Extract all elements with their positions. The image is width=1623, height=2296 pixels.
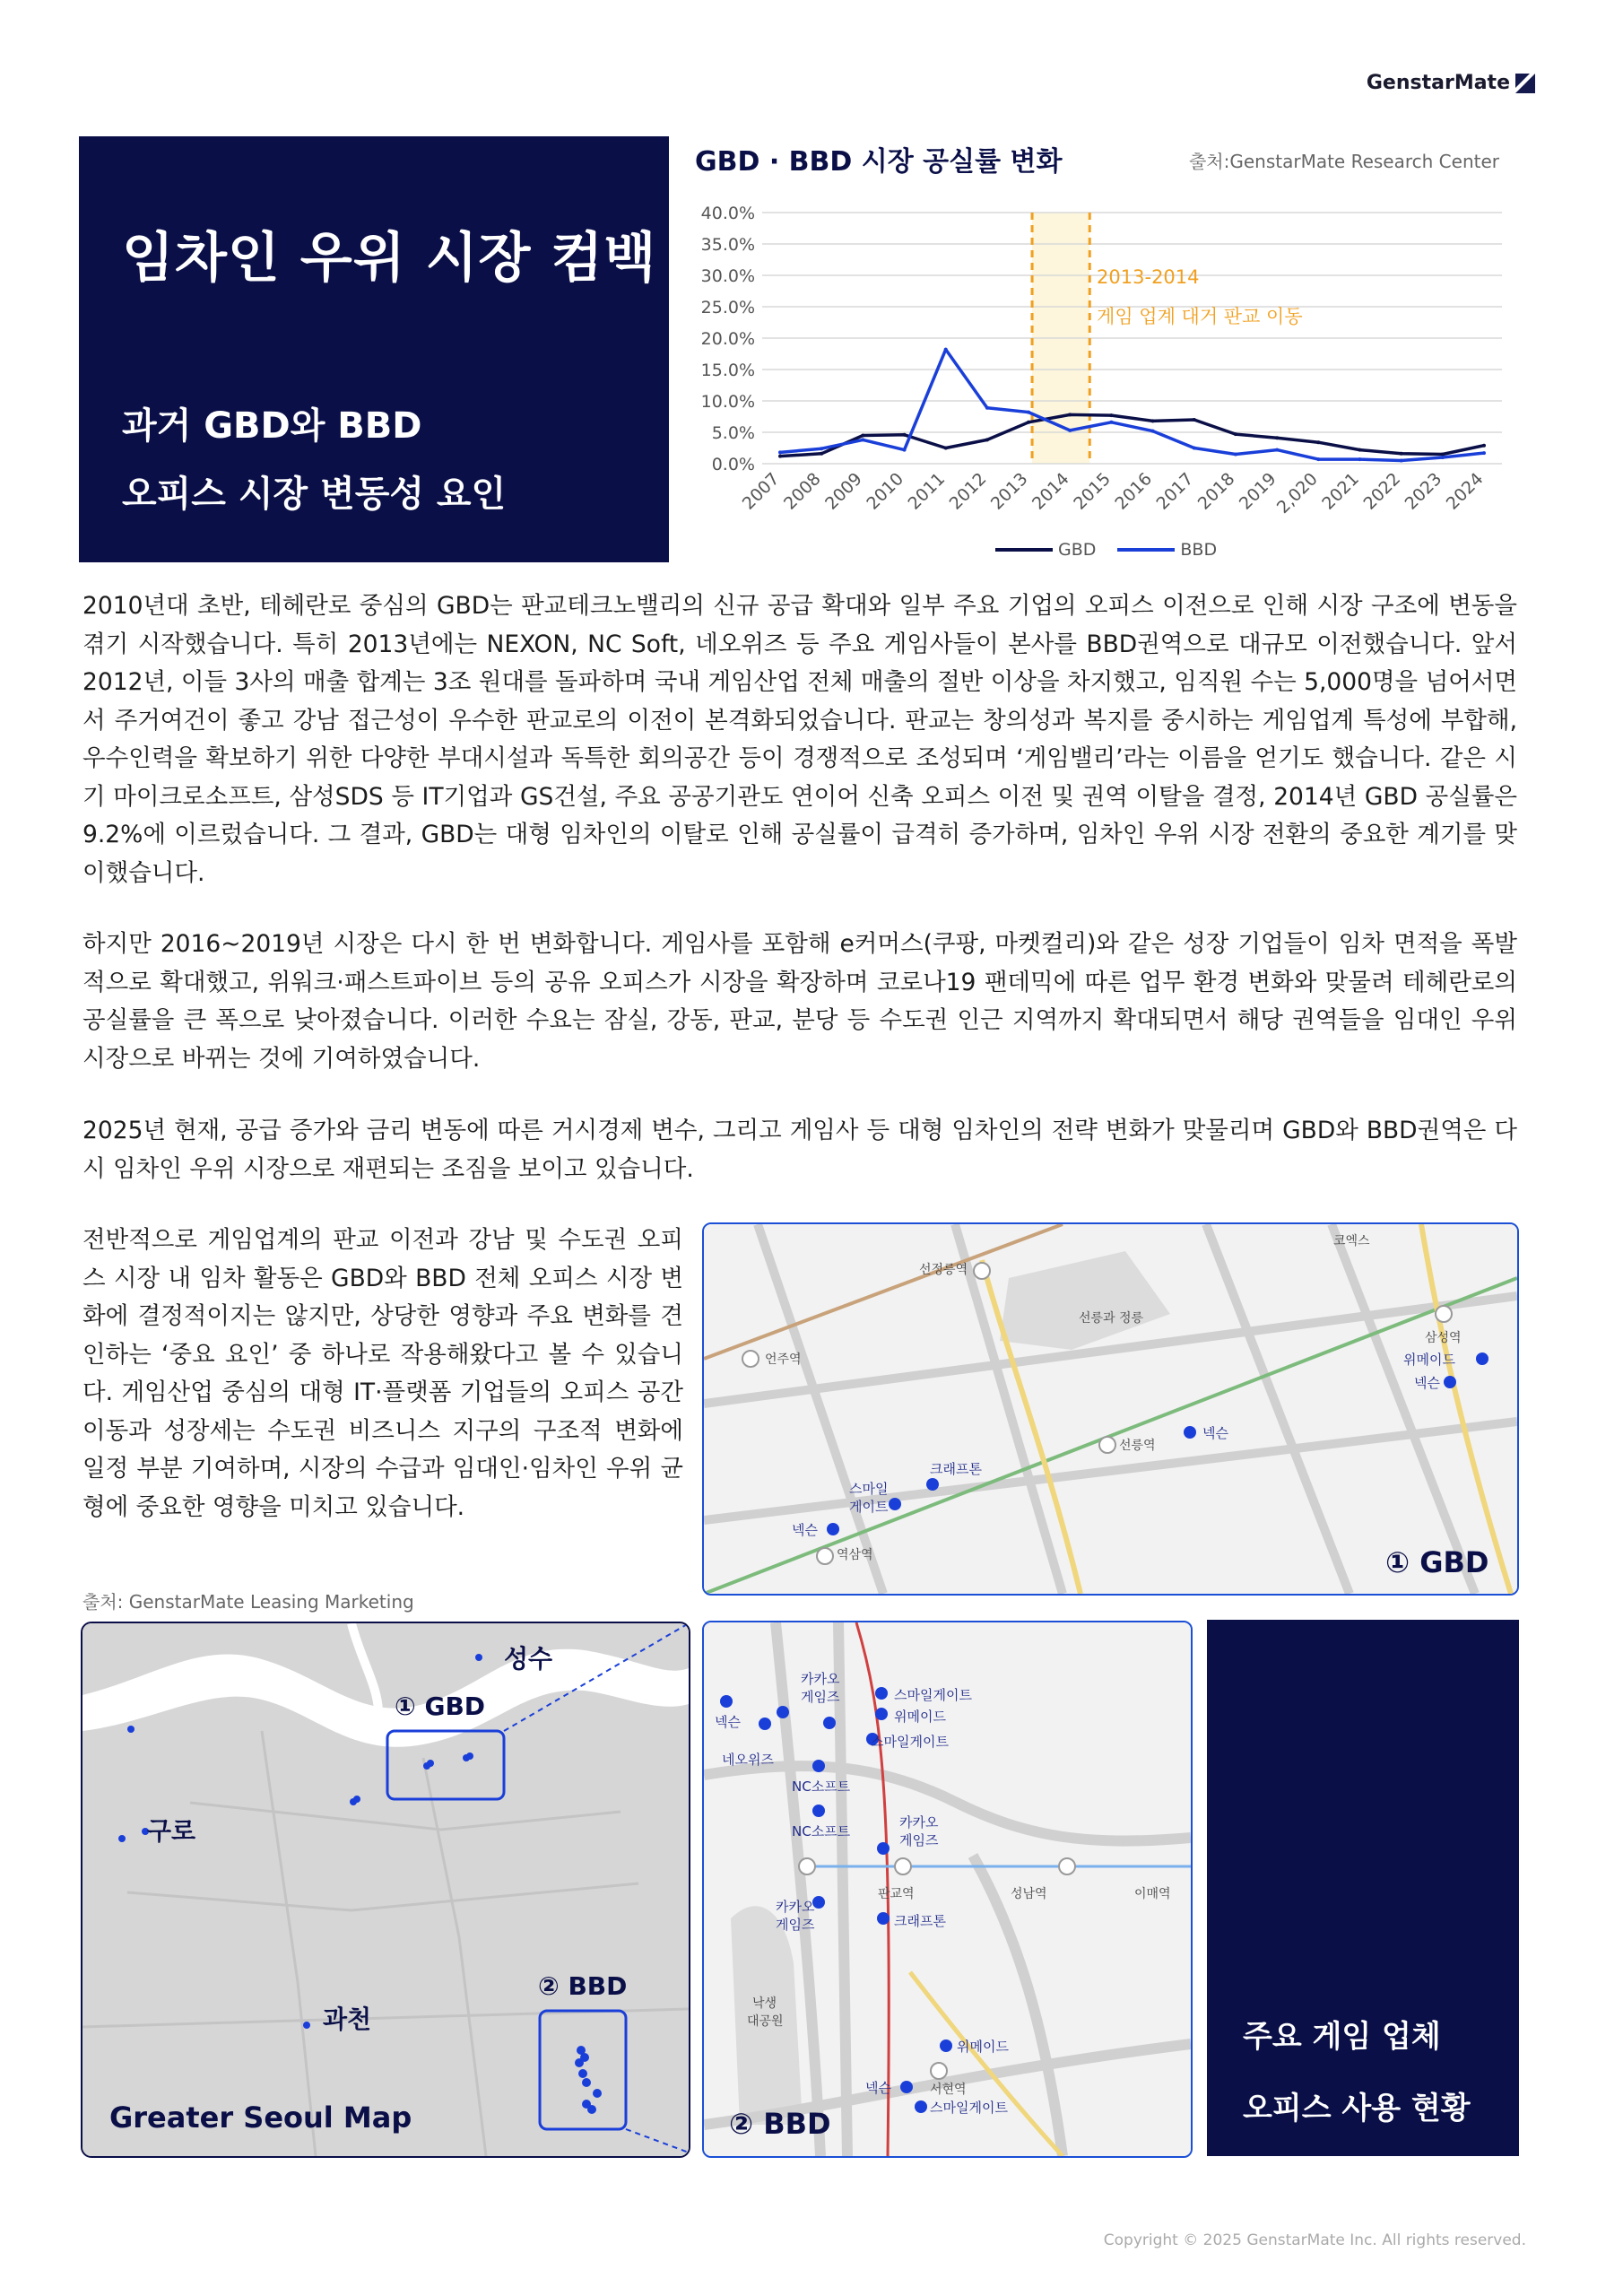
data-point-bbd bbox=[1027, 411, 1030, 414]
series-line-gbd bbox=[780, 414, 1484, 456]
bbd-company-kakao-2-line1: 카카오 bbox=[899, 1814, 939, 1831]
data-point-gbd bbox=[1234, 432, 1237, 436]
hero-title: 임차인 우위 시장 컴백 bbox=[122, 227, 657, 290]
bbd-company-smilegate-2: 스마일게이트 bbox=[871, 1734, 949, 1750]
gbd-company-nexon-3: 넥슨 bbox=[1414, 1375, 1440, 1391]
x-tick-label: 2017 bbox=[1152, 468, 1198, 514]
x-tick-label: 2013 bbox=[986, 468, 1032, 514]
gbd-map-graphic bbox=[704, 1224, 1517, 1594]
data-point-gbd bbox=[1068, 413, 1072, 416]
data-point-bbd bbox=[985, 406, 989, 410]
dark-box-line1: 주요 게임 업체 bbox=[1243, 2019, 1441, 2055]
dark-box-text bbox=[1243, 2001, 1471, 2144]
x-tick-label: 2023 bbox=[1401, 468, 1446, 514]
y-tick-label: 10.0% bbox=[700, 392, 755, 412]
y-tick-label: 20.0% bbox=[700, 329, 755, 349]
data-point-gbd bbox=[1109, 413, 1113, 417]
hero-banner bbox=[79, 136, 669, 562]
x-tick-label: 2016 bbox=[1111, 468, 1157, 514]
x-tick-label: 2011 bbox=[904, 468, 950, 514]
legend-label-gbd: GBD bbox=[1058, 540, 1097, 560]
bbd-company-nexon-2: 넥슨 bbox=[865, 2080, 891, 2096]
data-point-bbd bbox=[1316, 457, 1320, 461]
bbd-station-seongnam: 성남역 bbox=[1011, 1887, 1047, 1901]
gbd-station-seolleung: 선릉역 bbox=[1119, 1439, 1156, 1453]
x-tick-label: 2018 bbox=[1193, 468, 1239, 514]
x-tick-label: 2022 bbox=[1359, 468, 1405, 514]
bbd-park-line2: 대공원 bbox=[747, 2014, 784, 2029]
data-point-bbd bbox=[1068, 429, 1072, 432]
gbd-station-seonjeongneung: 선정릉역 bbox=[919, 1263, 968, 1277]
gbd-place-coex: 코엑스 bbox=[1333, 1234, 1370, 1248]
game-company-office-box bbox=[1207, 1620, 1519, 2156]
seoul-map-graphic bbox=[82, 1623, 689, 2156]
bbd-company-nexon: 넥슨 bbox=[715, 1714, 741, 1730]
legend-swatch-bbd bbox=[1117, 548, 1175, 552]
bbd-company-wemade: 위메이드 bbox=[894, 1709, 946, 1725]
data-point-gbd bbox=[1275, 436, 1279, 439]
gbd-company-nexon-2: 넥슨 bbox=[1202, 1425, 1228, 1441]
bbd-company-smilegate-1: 스마일게이트 bbox=[894, 1687, 972, 1703]
data-point-bbd bbox=[903, 448, 907, 452]
chart-source: 출처:GenstarMate Research Center bbox=[1188, 151, 1499, 172]
data-point-bbd bbox=[778, 450, 782, 454]
x-tick-label: 2024 bbox=[1442, 468, 1488, 514]
x-tick-label: 2015 bbox=[1070, 468, 1115, 514]
y-tick-label: 35.0% bbox=[700, 235, 755, 255]
data-point-gbd bbox=[820, 452, 823, 456]
chart-title: GBD · BBD 시장 공실률 변화 bbox=[695, 146, 1063, 178]
seoul-label-gwacheon: 과천 bbox=[323, 2005, 372, 2034]
x-tick-label: 2007 bbox=[738, 468, 784, 514]
gbd-company-wemade: 위메이드 bbox=[1403, 1352, 1455, 1368]
vacancy-rate-chart bbox=[681, 193, 1515, 534]
x-tick-label: 2010 bbox=[863, 468, 908, 514]
brand-mark-icon bbox=[1515, 74, 1535, 93]
seoul-label-gbd: ① GBD bbox=[395, 1692, 486, 1721]
data-point-gbd bbox=[944, 447, 948, 450]
gbd-company-smilegate-line2: 게이트 bbox=[849, 1499, 889, 1515]
bbd-company-krafton: 크래프톤 bbox=[894, 1913, 946, 1929]
legend-swatch-gbd bbox=[995, 548, 1053, 552]
x-tick-label: 2012 bbox=[945, 468, 991, 514]
data-point-bbd bbox=[1193, 447, 1196, 450]
x-tick-label: 2,020 bbox=[1272, 468, 1322, 518]
gbd-map bbox=[702, 1222, 1519, 1596]
copyright: Copyright © 2025 GenstarMate Inc. All rights reserved. bbox=[1103, 2231, 1526, 2249]
data-point-gbd bbox=[1358, 448, 1361, 452]
bbd-company-kakao-1-line2: 게임즈 bbox=[801, 1689, 840, 1705]
paragraph-3: 2025년 현재, 공급 증가와 금리 변동에 따른 거시경제 변수, 그리고 게임사 등 대형 임차인의 전략 변화가 맞물리며 GBD와 BBD권역은 다시 임차인 우위 시장으로 재편되는 조짐을 보이고 있습니다. bbox=[82, 1117, 1517, 1183]
x-tick-label: 2009 bbox=[821, 468, 866, 514]
seoul-label-bbd: ② BBD bbox=[538, 1971, 628, 2001]
chart-legend bbox=[995, 540, 1217, 560]
data-point-gbd bbox=[1316, 440, 1320, 444]
seoul-label-seongsu: 성수 bbox=[504, 1644, 553, 1674]
gbd-station-yeoksam: 역삼역 bbox=[837, 1548, 873, 1562]
y-tick-label: 25.0% bbox=[700, 298, 755, 317]
y-tick-label: 40.0% bbox=[700, 204, 755, 223]
data-point-bbd bbox=[1358, 457, 1361, 461]
gbd-company-smilegate-line1: 스마일 bbox=[849, 1481, 889, 1497]
gbd-station-eonju: 언주역 bbox=[765, 1352, 802, 1367]
data-point-bbd bbox=[1441, 456, 1445, 459]
paragraph-2: 하지만 2016~2019년 시장은 다시 한 번 변화합니다. 게임사를 포함해 e커머스(쿠팡, 마켓컬리)와 같은 성장 기업들이 임차 면적을 폭발적으로 확대했고, 위워크·패스트파이브 등의 공유 오피스가 시장을 확장하며 코로나19 팬데믹에 따른 업무 환경 변화와 맞물려 테헤란로의 공실률을 큰 폭으로 낮아졌습니다. 이러한 수요는 잠실, 강동, 판교, 분당 등 수도권 인근 지역까지 확대되면서 해당 권역들을 임대인 우위 시장으로 바뀌는 것에 기여하였습니다. bbox=[82, 930, 1517, 1073]
data-point-gbd bbox=[903, 433, 907, 437]
data-point-gbd bbox=[1441, 453, 1445, 457]
gbd-company-krafton: 크래프톤 bbox=[930, 1461, 982, 1477]
legend-label-bbd: BBD bbox=[1180, 540, 1218, 560]
gbd-station-samseong: 삼성역 bbox=[1425, 1331, 1462, 1345]
hero-subtitle bbox=[122, 392, 506, 528]
gbd-company-nexon-1: 넥슨 bbox=[792, 1522, 818, 1538]
brand-name: GenstarMate bbox=[1366, 72, 1510, 94]
x-tick-label: 2019 bbox=[1235, 468, 1280, 514]
data-point-bbd bbox=[1275, 448, 1279, 452]
bbd-station-imae: 이매역 bbox=[1134, 1887, 1171, 1901]
hero-subtitle-line2: 오피스 시장 변동성 요인 bbox=[122, 474, 507, 515]
bbd-company-wemade-2: 위메이드 bbox=[957, 2039, 1009, 2055]
gbd-map-title: ① GBD bbox=[1385, 1545, 1489, 1579]
gbd-place-royal-tombs: 선릉과 정릉 bbox=[1079, 1311, 1144, 1326]
data-point-bbd bbox=[1109, 421, 1113, 424]
data-point-bbd bbox=[944, 348, 948, 352]
data-point-gbd bbox=[1151, 419, 1155, 422]
data-point-gbd bbox=[1482, 444, 1486, 448]
highlight-label-year: 2013-2014 bbox=[1097, 266, 1200, 288]
seoul-map-title: Greater Seoul Map bbox=[109, 2100, 412, 2135]
legend-item-bbd bbox=[1117, 540, 1217, 560]
seoul-label-guro: 구로 bbox=[147, 1816, 196, 1846]
bbd-station-seohyeon: 서현역 bbox=[930, 2083, 967, 2097]
bbd-company-smilegate-3: 스마일게이트 bbox=[930, 2100, 1008, 2116]
x-tick-label: 2008 bbox=[779, 468, 825, 514]
data-point-gbd bbox=[861, 434, 864, 438]
highlight-label-text: 게임 업계 대거 판교 이동 bbox=[1097, 306, 1303, 327]
legend-item-gbd bbox=[995, 540, 1096, 560]
data-point-bbd bbox=[820, 447, 823, 450]
bbd-company-kakao-2-line2: 게임즈 bbox=[899, 1832, 939, 1848]
brand-logo bbox=[1367, 72, 1535, 94]
data-point-bbd bbox=[1400, 459, 1403, 463]
greater-seoul-map bbox=[81, 1622, 690, 2158]
data-point-bbd bbox=[1151, 430, 1155, 433]
map-source: 출처: GenstarMate Leasing Marketing bbox=[82, 1591, 414, 1613]
data-point-bbd bbox=[861, 438, 864, 441]
data-point-gbd bbox=[1193, 418, 1196, 422]
data-point-bbd bbox=[1482, 451, 1486, 455]
bbd-company-kakao-3-line1: 카카오 bbox=[776, 1899, 815, 1915]
bbd-company-nc-2: NC소프트 bbox=[792, 1823, 851, 1839]
paragraph-4: 전반적으로 게임업계의 판교 이전과 강남 및 수도권 오피스 시장 내 임차 활동은 GBD와 BBD 전체 오피스 시장 변화에 결정적이지는 않지만, 상당한 영향과 주요 변화를 견인하는 ‘중요 요인’ 중 하나로 작용해왔다고 볼 수 있습니다. 게임산업 중심의 대형 IT·플랫폼 기업들의 오피스 공간 이동과 성장세는 수도권 비즈니스 지구의 구조적 변화에 일정 부분 기여하며, 시장의 수급과 임대인·임차인 우위 균형에 중요한 영향을 미치고 있습니다. bbox=[82, 1226, 683, 1521]
paragraph-1: 2010년대 초반, 테헤란로 중심의 GBD는 판교테크노밸리의 신규 공급 확대와 일부 주요 기업의 오피스 이전으로 인해 시장 구조에 변동을 겪기 시작했습니다. 특히 2013년에는 NEXON, NC Soft, 네오위즈 등 주요 게임사들이 본사를 BBD권역으로 대규모 이전했습니다. 앞서 2012년, 이들 3사의 매출 합계는 3조 원대를 돌파하며 국내 게임산업 전체 매출의 절반 이상을 차지했고, 임직원 수는 5,000명을 넘어서면서 주거여건이 좋고 강남 접근성이 우수한 판교로의 이전이 본격화되었습니다. 판교는 창의성과 복지를 중시하는 게임업계 특성에 부합해, 우수인력을 확보하기 위한 다양한 부대시설과 독특한 회의공간 등이 경쟁적으로 조성되며 ‘게임밸리’라는 이름을 얻기도 했습니다. 같은 시기 마이크로소프트, 삼성SDS 등 IT기업과 GS건설, 주요 공공기관도 연이어 신축 오피스 이전 및 권역 이탈을 결정, 2014년 GBD 공실률은 9.2%에 이르렀습니다. 그 결과, GBD는 대형 임차인의 이탈로 인해 공실률이 급격히 증가하며, 임차인 우위 시장 전환의 중요한 계기를 맞이했습니다. bbox=[82, 592, 1517, 887]
x-tick-label: 2021 bbox=[1318, 468, 1364, 514]
bbd-station-pangyo: 판교역 bbox=[878, 1887, 915, 1901]
y-tick-label: 0.0% bbox=[711, 455, 755, 474]
bbd-company-kakao-1-line1: 카카오 bbox=[801, 1671, 840, 1687]
bbd-map-title: ② BBD bbox=[729, 2107, 831, 2141]
bbd-company-neowiz: 네오위즈 bbox=[722, 1752, 774, 1768]
bbd-company-kakao-3-line2: 게임즈 bbox=[776, 1917, 815, 1933]
series-line-bbd bbox=[780, 350, 1484, 461]
bbd-park-line1: 낙생 bbox=[752, 1996, 777, 2011]
data-point-gbd bbox=[1400, 452, 1403, 456]
data-point-bbd bbox=[1234, 453, 1237, 457]
data-point-gbd bbox=[778, 455, 782, 458]
x-tick-label: 2014 bbox=[1028, 468, 1073, 514]
y-tick-label: 30.0% bbox=[700, 266, 755, 286]
hero-subtitle-line1: 과거 GBD와 BBD bbox=[122, 405, 422, 447]
data-point-gbd bbox=[1027, 421, 1030, 424]
bbd-map bbox=[702, 1621, 1193, 2158]
data-point-gbd bbox=[985, 438, 989, 441]
y-tick-label: 5.0% bbox=[711, 423, 755, 443]
dark-box-line2: 오피스 사용 현황 bbox=[1243, 2091, 1471, 2126]
bbd-company-nc-1: NC소프트 bbox=[792, 1779, 851, 1795]
y-tick-label: 15.0% bbox=[700, 361, 755, 380]
